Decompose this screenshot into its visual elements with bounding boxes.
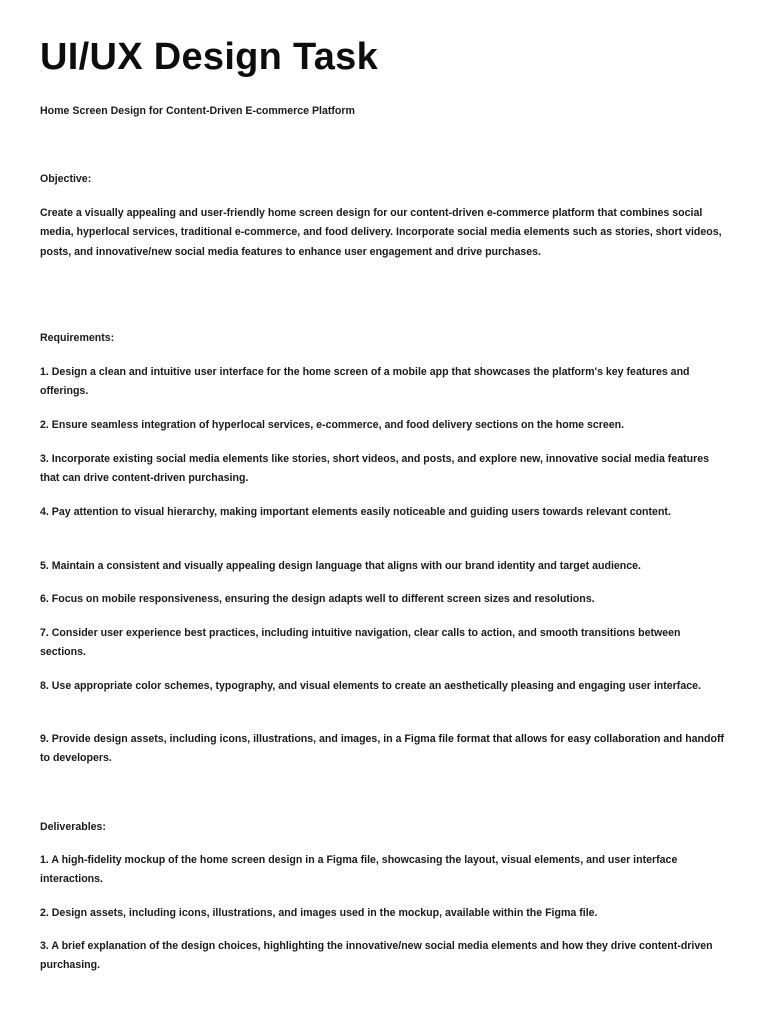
requirement-item-8: 8. Use appropriate color schemes, typography, and visual elements to create an aesthetically pleasing and engaging user interface. xyxy=(40,680,701,692)
deliverables-heading: Deliverables: xyxy=(40,821,106,833)
requirement-item-6: 6. Focus on mobile responsiveness, ensuring the design adapts well to different screen sizes and resolutions. xyxy=(40,593,595,605)
requirements-heading: Requirements: xyxy=(40,332,115,344)
requirement-item-2: 2. Ensure seamless integration of hyperlocal services, e-commerce, and food delivery sections on the home screen. xyxy=(40,419,625,431)
deliverable-item-1: 1. A high-fidelity mockup of the home screen design in a Figma file, showcasing the layout, visual elements, and user interface interactions. xyxy=(40,854,678,886)
requirement-item-1: 1. Design a clean and intuitive user interface for the home screen of a mobile app that showcases the platform's key features and offerings. xyxy=(40,366,690,398)
objective-heading: Objective: xyxy=(40,173,92,185)
deliverable-item-3: 3. A brief explanation of the design choices, highlighting the innovative/new social media elements and how they drive content-driven purchasing. xyxy=(40,940,713,972)
deliverable-item-2: 2. Design assets, including icons, illustrations, and images used in the mockup, available within the Figma file. xyxy=(40,907,598,919)
objective-paragraph: Create a visually appealing and user-friendly home screen design for our content-driven e-commerce platform that combines social media, hyperlocal services, traditional e-commerce, and food delivery. Incorporate social media elements such as stories, short videos, posts, and innovative/new social media features to enhance user engagement and drive purchases. xyxy=(40,207,722,258)
document-subtitle: Home Screen Design for Content-Driven E-commerce Platform xyxy=(40,105,355,117)
requirement-item-4: 4. Pay attention to visual hierarchy, making important elements easily noticeable and guiding users towards relevant content. xyxy=(40,506,671,518)
document-title: UI/UX Design Task xyxy=(40,36,379,78)
requirement-item-5: 5. Maintain a consistent and visually appealing design language that aligns with our brand identity and target audience. xyxy=(40,560,642,572)
requirement-item-9: 9. Provide design assets, including icons, illustrations, and images, in a Figma file format that allows for easy collaboration and handoff to developers. xyxy=(40,733,725,765)
requirement-item-7: 7. Consider user experience best practices, including intuitive navigation, clear calls to action, and smooth transitions between sections. xyxy=(40,627,681,659)
requirement-item-3: 3. Incorporate existing social media elements like stories, short videos, and posts, and explore new, innovative social media features that can drive content-driven purchasing. xyxy=(40,453,710,485)
